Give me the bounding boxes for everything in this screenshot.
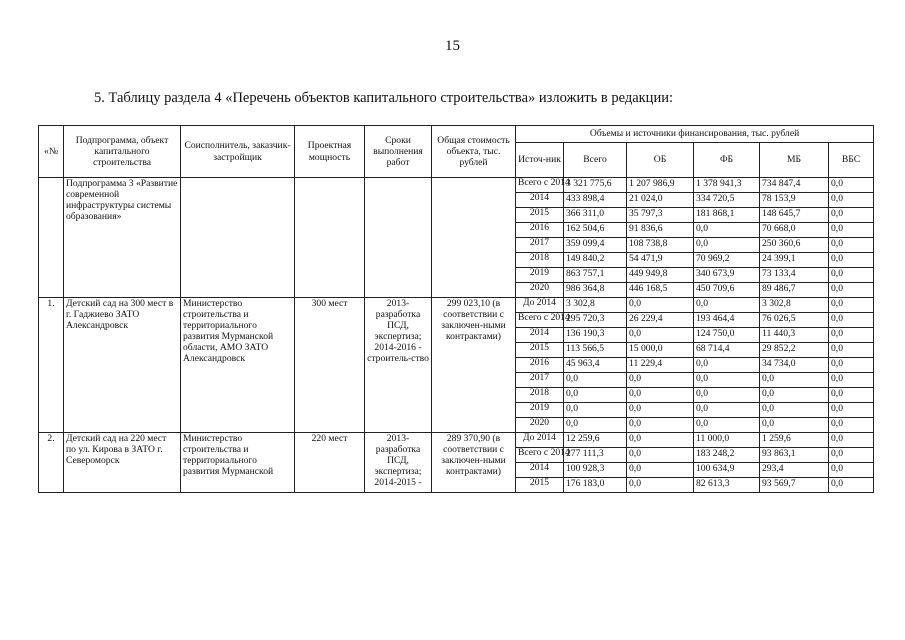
cell-total: 162 504,6: [564, 223, 627, 238]
table-row: [39, 298, 874, 313]
cell-total: 0,0: [564, 418, 627, 433]
cell-mb: 1 259,6: [760, 433, 829, 448]
cell-fb: 0,0: [694, 238, 760, 253]
col-header-number: «№: [39, 126, 64, 178]
cell-executor: Министерство строительства и территориального развития Мурманской области, АМО ЗАТО Александровск: [181, 298, 295, 433]
col-header-funding: Объемы и источники финансирования, тыс. рублей: [516, 126, 874, 143]
cell-mb: 734 847,4: [760, 178, 829, 193]
cell-source: 2020: [516, 283, 564, 298]
cell-ob: 446 168,5: [627, 283, 694, 298]
cell-ob: 0,0: [627, 388, 694, 403]
cell-total: 136 190,3: [564, 328, 627, 343]
cell-vbs: 0,0: [829, 178, 874, 193]
cell-cost: [432, 178, 516, 298]
cell-fb: 124 750,0: [694, 328, 760, 343]
cell-mb: 70 668,0: [760, 223, 829, 238]
cell-total: 3 321 775,6: [564, 178, 627, 193]
cell-object-name: Детский сад на 300 мест в г. Гаджиево ЗАТО Александровск: [64, 298, 181, 433]
cell-fb: 193 464,4: [694, 313, 760, 328]
cell-total: 863 757,1: [564, 268, 627, 283]
cell-object-name: Подпрограмма 3 «Развитие современной инфраструктуры системы образования»: [64, 178, 181, 298]
cell-terms: 2013- разработка ПСД, экспертиза; 2014-2015 -: [365, 433, 432, 493]
cell-source: 2016: [516, 223, 564, 238]
cell-source: 2020: [516, 418, 564, 433]
cell-source: Всего с 2014: [516, 178, 564, 193]
cell-source: До 2014: [516, 298, 564, 313]
cell-fb: 1 378 941,3: [694, 178, 760, 193]
col-header-ob: ОБ: [627, 143, 694, 178]
cell-vbs: 0,0: [829, 223, 874, 238]
col-header-terms: Сроки выполнения работ: [365, 126, 432, 178]
cell-total: 433 898,4: [564, 193, 627, 208]
cell-fb: 68 714,4: [694, 343, 760, 358]
cell-object-name: Детский сад на 220 мест по ул. Кирова в ЗАТО г. Североморск: [64, 433, 181, 493]
cell-vbs: 0,0: [829, 448, 874, 463]
col-header-fb: ФБ: [694, 143, 760, 178]
cell-capacity: 300 мест: [295, 298, 365, 433]
cell-mb: 93 569,7: [760, 478, 829, 493]
cell-vbs: 0,0: [829, 343, 874, 358]
cell-vbs: 0,0: [829, 478, 874, 493]
cell-source: 2015: [516, 478, 564, 493]
cell-fb: 0,0: [694, 298, 760, 313]
col-header-executor: Соисполнитель, заказчик-застройщик: [181, 126, 295, 178]
cell-mb: 3 302,8: [760, 298, 829, 313]
cell-fb: 0,0: [694, 223, 760, 238]
cell-fb: 0,0: [694, 418, 760, 433]
table-row: [39, 433, 874, 448]
cell-fb: 100 634,9: [694, 463, 760, 478]
cell-vbs: 0,0: [829, 328, 874, 343]
cell-number: [39, 178, 64, 298]
col-header-total: Всего: [564, 143, 627, 178]
cell-total: 3 302,8: [564, 298, 627, 313]
cell-total: 295 720,3: [564, 313, 627, 328]
cell-terms: 2013- разработка ПСД, экспертиза; 2014-2016 - строитель-ство: [365, 298, 432, 433]
cell-mb: 293,4: [760, 463, 829, 478]
cell-source: 2019: [516, 268, 564, 283]
col-header-mb: МБ: [760, 143, 829, 178]
cell-fb: 0,0: [694, 403, 760, 418]
cell-total: 149 840,2: [564, 253, 627, 268]
cell-vbs: 0,0: [829, 298, 874, 313]
cell-vbs: 0,0: [829, 193, 874, 208]
cell-vbs: 0,0: [829, 238, 874, 253]
cell-source: Всего с 2014: [516, 313, 564, 328]
cell-vbs: 0,0: [829, 253, 874, 268]
cell-vbs: 0,0: [829, 373, 874, 388]
cell-ob: 15 000,0: [627, 343, 694, 358]
cell-fb: 450 709,6: [694, 283, 760, 298]
cell-source: 2015: [516, 208, 564, 223]
section-heading: 5. Таблицу раздела 4 «Перечень объектов капитального строительства» изложить в редакции:: [94, 90, 673, 106]
cell-mb: 250 360,6: [760, 238, 829, 253]
cell-executor: [181, 178, 295, 298]
cell-fb: 181 868,1: [694, 208, 760, 223]
col-header-program: Подпрограмма, объект капитального строительства: [64, 126, 181, 178]
cell-total: 277 111,3: [564, 448, 627, 463]
cell-vbs: 0,0: [829, 388, 874, 403]
table-row: [39, 178, 874, 193]
cell-source: 2018: [516, 388, 564, 403]
cell-mb: 0,0: [760, 373, 829, 388]
cell-ob: 0,0: [627, 478, 694, 493]
cell-total: 366 311,0: [564, 208, 627, 223]
cell-ob: 0,0: [627, 403, 694, 418]
cell-vbs: 0,0: [829, 463, 874, 478]
cell-source: 2018: [516, 253, 564, 268]
cell-ob: 0,0: [627, 463, 694, 478]
cell-number: 2.: [39, 433, 64, 493]
cell-fb: 340 673,9: [694, 268, 760, 283]
cell-source: Всего с 2014: [516, 448, 564, 463]
cell-ob: 0,0: [627, 328, 694, 343]
cell-total: 113 566,5: [564, 343, 627, 358]
cell-mb: 34 734,0: [760, 358, 829, 373]
cell-mb: 78 153,9: [760, 193, 829, 208]
cell-source: До 2014: [516, 433, 564, 448]
cell-total: 986 364,8: [564, 283, 627, 298]
cell-total: 100 928,3: [564, 463, 627, 478]
table-header-row: [39, 126, 874, 143]
cell-vbs: 0,0: [829, 403, 874, 418]
cell-ob: 91 836,6: [627, 223, 694, 238]
cell-total: 0,0: [564, 403, 627, 418]
cell-fb: 70 969,2: [694, 253, 760, 268]
col-header-vbs: ВБС: [829, 143, 874, 178]
cell-mb: 11 440,3: [760, 328, 829, 343]
cell-ob: 11 229,4: [627, 358, 694, 373]
cell-vbs: 0,0: [829, 208, 874, 223]
cell-mb: 93 863,1: [760, 448, 829, 463]
cell-vbs: 0,0: [829, 283, 874, 298]
cell-cost: 289 370,90 (в соответствии с заключен-ными контрактами): [432, 433, 516, 493]
cell-mb: 76 026,5: [760, 313, 829, 328]
capital-construction-table: [38, 125, 874, 493]
cell-source: 2019: [516, 403, 564, 418]
cell-fb: 0,0: [694, 358, 760, 373]
cell-ob: 1 207 986,9: [627, 178, 694, 193]
cell-total: 0,0: [564, 388, 627, 403]
cell-ob: 54 471,9: [627, 253, 694, 268]
cell-terms: [365, 178, 432, 298]
cell-total: 12 259,6: [564, 433, 627, 448]
cell-capacity: [295, 178, 365, 298]
cell-mb: 0,0: [760, 403, 829, 418]
cell-ob: 0,0: [627, 418, 694, 433]
cell-source: 2014: [516, 193, 564, 208]
cell-number: 1.: [39, 298, 64, 433]
cell-ob: 0,0: [627, 448, 694, 463]
cell-mb: 73 133,4: [760, 268, 829, 283]
page-number: 15: [445, 38, 460, 54]
cell-mb: 0,0: [760, 388, 829, 403]
cell-source: 2016: [516, 358, 564, 373]
cell-vbs: 0,0: [829, 313, 874, 328]
cell-vbs: 0,0: [829, 268, 874, 283]
table-body: [39, 178, 874, 493]
cell-ob: 0,0: [627, 433, 694, 448]
cell-source: 2015: [516, 343, 564, 358]
cell-mb: 24 399,1: [760, 253, 829, 268]
col-header-source: Источ-ник: [516, 143, 564, 178]
cell-ob: 449 949,8: [627, 268, 694, 283]
cell-total: 45 963,4: [564, 358, 627, 373]
cell-source: 2017: [516, 373, 564, 388]
cell-vbs: 0,0: [829, 418, 874, 433]
cell-mb: 0,0: [760, 418, 829, 433]
cell-cost: 299 023,10 (в соответствии с заключен-ными контрактами): [432, 298, 516, 433]
cell-fb: 334 720,5: [694, 193, 760, 208]
cell-total: 0,0: [564, 373, 627, 388]
cell-ob: 108 738,8: [627, 238, 694, 253]
col-header-cost: Общая стоимость объекта, тыс. рублей: [432, 126, 516, 178]
cell-total: 359 099,4: [564, 238, 627, 253]
cell-vbs: 0,0: [829, 358, 874, 373]
cell-fb: 0,0: [694, 373, 760, 388]
cell-vbs: 0,0: [829, 433, 874, 448]
cell-ob: 35 797,3: [627, 208, 694, 223]
cell-mb: 89 486,7: [760, 283, 829, 298]
cell-source: 2014: [516, 328, 564, 343]
cell-fb: 0,0: [694, 388, 760, 403]
cell-fb: 11 000,0: [694, 433, 760, 448]
cell-fb: 183 248,2: [694, 448, 760, 463]
cell-ob: 0,0: [627, 298, 694, 313]
cell-source: 2014: [516, 463, 564, 478]
cell-executor: Министерство строительства и территориального развития Мурманской: [181, 433, 295, 493]
cell-source: 2017: [516, 238, 564, 253]
cell-ob: 0,0: [627, 373, 694, 388]
cell-ob: 26 229,4: [627, 313, 694, 328]
cell-total: 176 183,0: [564, 478, 627, 493]
cell-ob: 21 024,0: [627, 193, 694, 208]
cell-mb: 29 852,2: [760, 343, 829, 358]
cell-fb: 82 613,3: [694, 478, 760, 493]
col-header-capacity: Проектная мощность: [295, 126, 365, 178]
cell-mb: 148 645,7: [760, 208, 829, 223]
cell-capacity: 220 мест: [295, 433, 365, 493]
